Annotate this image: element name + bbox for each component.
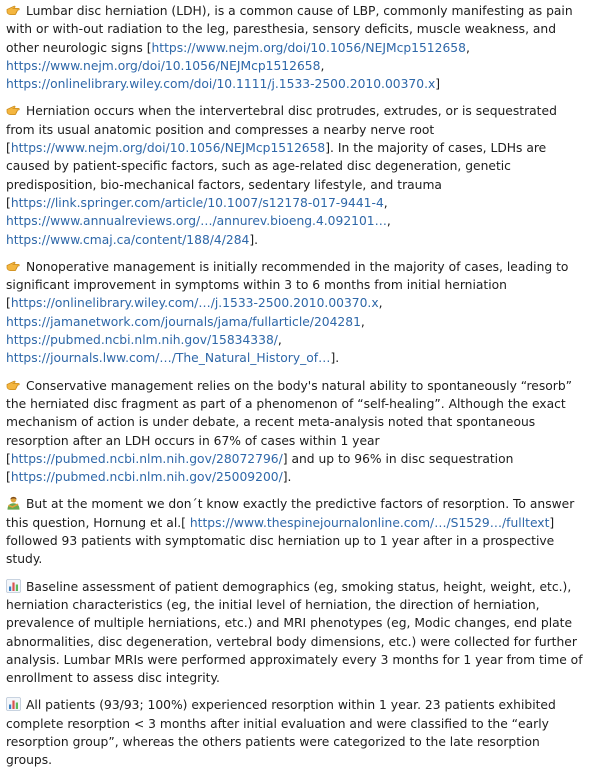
paragraph-text: Conservative management relies on the body's natural ability to spontaneously “resorb” the herniated disc fragment as part of a phenomenon of “self-healing”. Although the exact mechanism of action is under debate, a recent meta-analysis noted that spontaneous resorption after an LDH occurs in 67% of cases within 1 year [ [6, 378, 572, 466]
paragraph-text: ]. [249, 232, 259, 247]
paragraph-text: , [378, 296, 383, 311]
paragraph [6, 495, 589, 568]
paragraph-text: , [360, 314, 365, 329]
paragraph-text: Nonoperative management is initially recommended in the majority of cases, leading to significant improvement in symptoms within 3 to 6 months from initial herniation [ [6, 259, 569, 311]
paragraph-text: ] followed 93 patients with symptomatic disc herniation up to 1 year after in a prospective study. [6, 515, 555, 567]
paragraph [6, 258, 589, 368]
paragraph-text: , [320, 58, 325, 73]
reference-link[interactable]: https://onlinelibrary.wiley.com/…/j.1533-2500.2010.00370.x [10, 296, 379, 311]
paragraph-text: Herniation occurs when the intervertebral disc protrudes, extrudes, or is sequestrated from its usual anatomic position and compresses a nearby nerve root [ [6, 104, 557, 156]
paragraph-text: ]. [330, 351, 340, 366]
reference-link[interactable]: https://www.nejm.org/doi/10.1056/NEJMcp1512658 [10, 141, 326, 156]
paragraph [6, 696, 589, 769]
reference-link[interactable]: https://pubmed.ncbi.nlm.nih.gov/28072796/ [10, 451, 283, 466]
reference-link[interactable]: https://journals.lww.com/…/The_Natural_History_of… [6, 351, 331, 366]
paragraph-text: But at the moment we don´t know exactly the predictive factors of resorption. To answer this question, Hornung et al.[ [6, 497, 575, 530]
paragraph-text: , [386, 214, 391, 229]
paragraph-text: ] and up to 96% in disc sequestration [ [6, 451, 514, 485]
paragraph-text: ]. In the majority of cases, LDHs are caused by patient-specific factors, such as age-related disc degeneration, genetic predisposition, bio-mechanical factors, sedentary lifestyle, and trauma [ [6, 141, 547, 210]
reference-link[interactable]: https://link.springer.com/article/10.1007/s12178-017-9441-4 [10, 195, 384, 210]
person-gesturing-icon [6, 496, 21, 510]
reference-link[interactable]: https://pubmed.ncbi.nlm.nih.gov/15834338/ [6, 333, 278, 348]
bar-chart-icon [6, 579, 21, 593]
reference-link[interactable]: https://www.thespinejournalonline.com/…/S1529…/fulltext [189, 515, 550, 530]
reference-link[interactable]: https://www.annualreviews.org/…/annurev.bioeng.4.092101… [6, 214, 387, 229]
paragraph [6, 578, 589, 688]
paragraph-text: ]. [282, 470, 292, 485]
paragraph-text: Lumbar disc herniation (LDH), is a common cause of LBP, commonly manifesting as pain with or with-out radiation to the leg, paresthesia, sensory deficits, muscle weakness, and other neurologic signs [ [6, 4, 573, 55]
reference-link[interactable]: https://onlinelibrary.wiley.com/doi/10.1111/j.1533-2500.2010.00370.x [6, 77, 436, 92]
paragraph [6, 102, 589, 248]
paragraph-text: All patients (93/93; 100%) experienced resorption within 1 year. 23 patients exhibited complete resorption < 3 months after initial evaluation and were classified to the “early resorption group”, whereas the others patients were categorized to the late resorption groups. [6, 698, 556, 768]
bar-chart-icon [6, 697, 21, 711]
pointing-hand-icon [6, 259, 21, 273]
reference-link[interactable]: https://jamanetwork.com/journals/jama/fullarticle/204281 [6, 314, 361, 329]
paragraph [6, 2, 589, 93]
paragraph-text: , [277, 333, 282, 348]
reference-link[interactable]: https://www.nejm.org/doi/10.1056/NEJMcp1512658 [6, 58, 321, 73]
reference-link[interactable]: https://www.nejm.org/doi/10.1056/NEJMcp1512658 [151, 40, 466, 55]
paragraph-text: , [465, 40, 470, 55]
pointing-hand-icon [6, 378, 21, 392]
paragraph-text: ] [435, 77, 441, 92]
paragraph [6, 377, 589, 487]
reference-link[interactable]: https://www.cmaj.ca/content/188/4/284 [6, 232, 250, 247]
pointing-hand-icon [6, 103, 21, 117]
paragraph-text: Baseline assessment of patient demographics (eg, smoking status, height, weight, etc.), herniation characteristics (eg, the initial level of herniation, the direction of herniation, prevalence of multiple herniations, etc.) and MRI phenotypes (eg, Modic changes, end plate abnormalities, disc degeneration, vertebral body dimensions, etc.) were collected for further analysis. Lumbar MRIs were performed approximately every 3 months for 1 year from time of enrollment to assess disc integrity. [6, 579, 583, 686]
paragraph-text: , [383, 195, 388, 210]
pointing-hand-icon [6, 3, 21, 17]
reference-link[interactable]: https://pubmed.ncbi.nlm.nih.gov/25009200/ [10, 470, 283, 485]
